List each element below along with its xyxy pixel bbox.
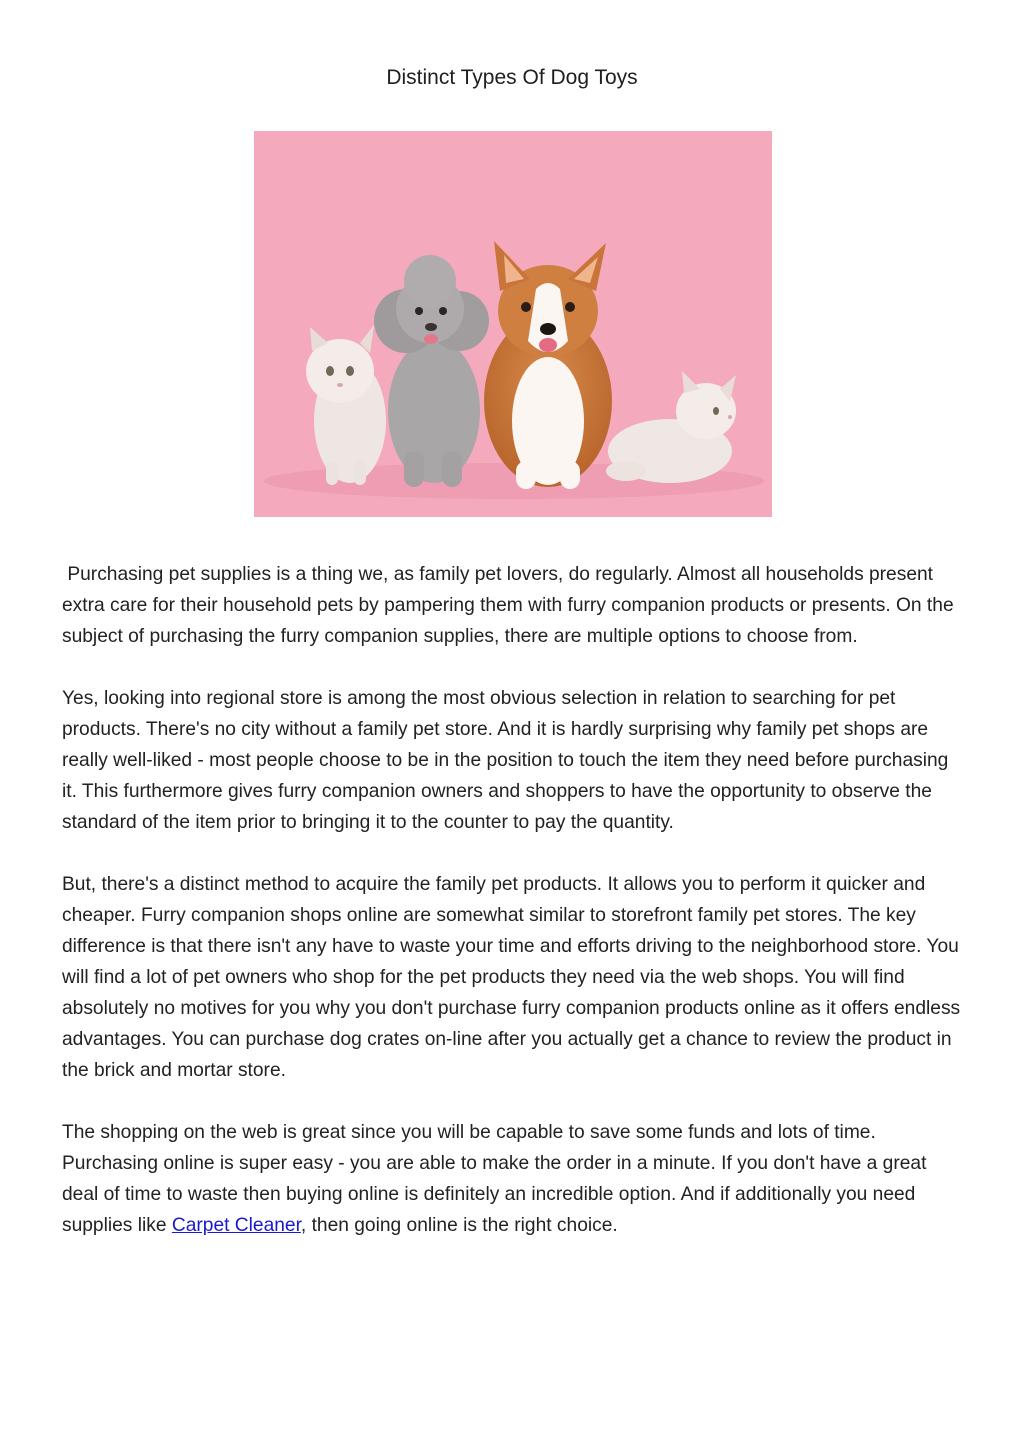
article-body <box>62 559 967 1272</box>
paragraph: But, there's a distinct method to acquire the family pet products. It allows you to perform it quicker and cheaper. Furry companion shops online are somewhat similar to storefront family pet stores. The key difference is that there isn't any have to waste your time and efforts driving to the neighborhood store. You will find a lot of pet owners who shop for the pet products they need via the web shops. You will find absolutely no motives for you why you don't purchase furry companion products online as it offers endless advantages. You can purchase dog crates on-line after you actually get a chance to review the product in the brick and mortar store. <box>62 874 961 1081</box>
paragraph-with-link <box>62 1117 967 1241</box>
paragraph: Purchasing pet supplies is a thing we, as family pet lovers, do regularly. Almost all households present extra care for their household pets by pampering them with furry companion products or presents. On the subject of purchasing the furry companion supplies, there are multiple options to choose from. <box>62 564 954 647</box>
paragraph-text: , then going online is the right choice. <box>300 1215 618 1236</box>
carpet-cleaner-link[interactable]: Carpet Cleaner <box>171 1215 301 1236</box>
paragraph-text: The shopping on the web is great since you will be capable to save some funds and lots of time. Purchasing online is super easy - you are able to make the order in a minute. If you don't have a great deal of time to waste then buying online is definitely an incredible option. And if additionally you need supplies like <box>62 1122 927 1236</box>
pets-photo <box>254 131 772 517</box>
page-title: Distinct Types Of Dog Toys <box>386 66 638 89</box>
paragraph: Yes, looking into regional store is among the most obvious selection in relation to searching for pet products. There's no city without a family pet store. And it is hardly surprising why family pet shops are really well-liked - most people choose to be in the position to touch the item they need before purchasing it. This furthermore gives furry companion owners and shoppers to have the opportunity to observe the standard of the item prior to bringing it to the counter to pay the quantity. <box>62 688 949 833</box>
corgi <box>484 241 612 489</box>
